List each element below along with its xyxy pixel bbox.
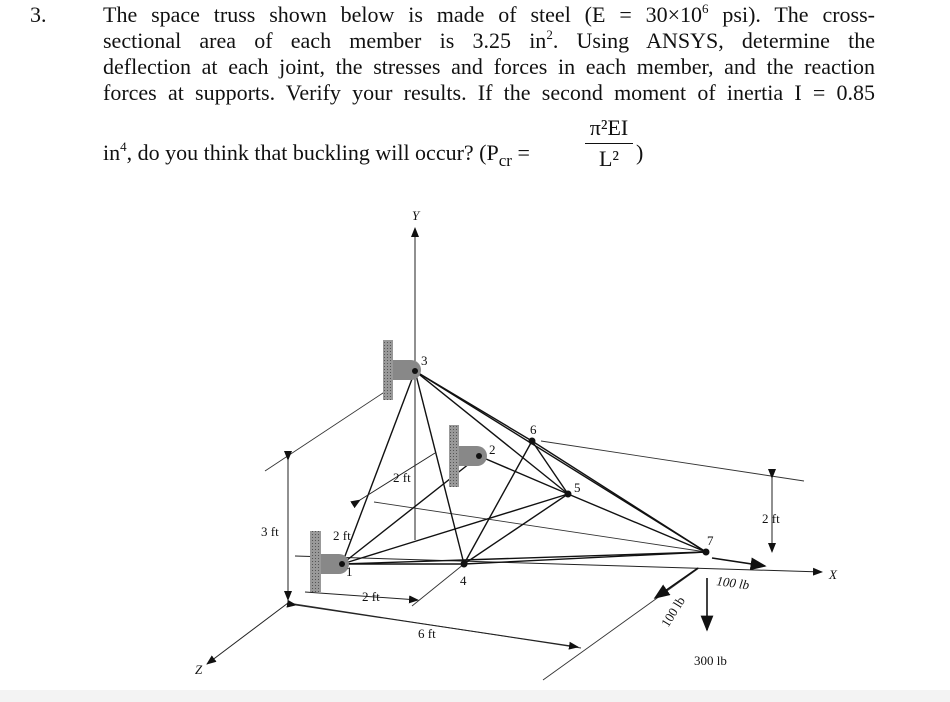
- text: The space truss shown below is made of steel (E = 30×10: [103, 2, 703, 27]
- text: sectional area of each member is 3.25 in: [103, 28, 547, 53]
- dim-3ft: 3 ft: [261, 524, 279, 539]
- z-axis: [207, 603, 288, 664]
- closing-paren: ): [636, 140, 644, 165]
- node-label-2: 2: [489, 442, 496, 457]
- load-x-label: 100 lb: [715, 573, 751, 593]
- node-label-7: 7: [707, 533, 714, 548]
- numerator: π²EI: [589, 115, 629, 140]
- axes: [207, 228, 822, 664]
- load-z-label: 100 lb: [657, 593, 688, 630]
- denominator: L²: [598, 146, 620, 171]
- load-y-label: 300 lb: [694, 653, 727, 668]
- text: . Using ANSYS, determine the: [552, 28, 875, 53]
- y-axis-label: Y: [412, 208, 420, 223]
- load-x-arrow: [712, 558, 765, 566]
- text: , do you think that buckling will occur? (P: [126, 140, 499, 165]
- supports: [310, 340, 487, 592]
- dim-2ft-b: 2 ft: [333, 528, 351, 543]
- superscript: 6: [702, 1, 709, 16]
- ball-joint-2: [459, 446, 487, 466]
- load-z-arrow: [655, 568, 698, 598]
- wall-support-1: [310, 531, 321, 592]
- text: psi). The cross-: [708, 2, 875, 27]
- dim-2ft-c: 2 ft: [362, 589, 380, 604]
- superscript: 4: [120, 139, 127, 154]
- text: in: [103, 140, 121, 165]
- z-axis-label: Z: [195, 662, 203, 677]
- wall-support-2: [449, 425, 459, 487]
- node-label-1: 1: [346, 564, 353, 579]
- x-axis-label: X: [829, 567, 837, 582]
- equals: =: [511, 140, 530, 165]
- page-bottom-edge: [0, 690, 950, 702]
- text: forces at supports. Verify your results. If the second moment of inertia I = 0.85: [103, 80, 875, 105]
- superscript: 2: [546, 27, 553, 42]
- joints: [339, 368, 710, 568]
- node-label-5: 5: [574, 480, 581, 495]
- dim-2ft-right: 2 ft: [762, 511, 780, 526]
- node-label-4: 4: [460, 573, 467, 588]
- subscript: cr: [498, 151, 512, 170]
- text: deflection at each joint, the stresses and forces in each member, and the reaction: [103, 54, 875, 79]
- truss-members: [342, 371, 706, 564]
- node-label-6: 6: [530, 422, 537, 437]
- wall-support-3: [383, 340, 393, 400]
- dim-6ft: 6 ft: [418, 626, 436, 641]
- dim-2ft-a: 2 ft: [393, 470, 411, 485]
- problem-number: 3.: [30, 2, 47, 27]
- node-label-3: 3: [421, 353, 428, 368]
